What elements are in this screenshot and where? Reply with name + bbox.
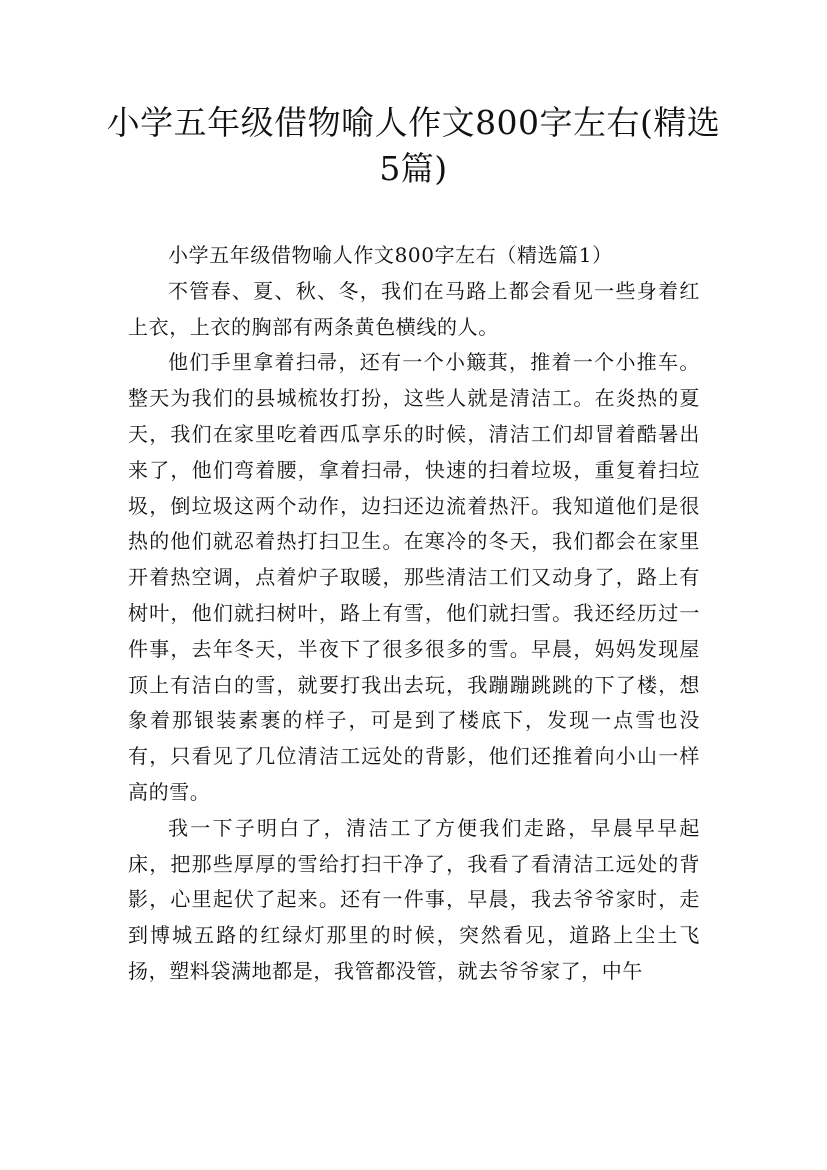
section-subtitle: 小学五年级借物喻人作文800字左右（精选篇1） xyxy=(168,243,613,267)
paragraph: 我一下子明白了，清洁工了方便我们走路，早晨早早起床，把那些厚厚的雪给打扫干净了，我看了看清洁工远处的背影，心里起伏了起来。还有一件事，早晨，我去爷爷家时，走到博城五路的红绿灯那里的时候，突然看见，道路上尘土飞扬，塑料袋满地都是，我管都没管，就去爷爷家了，中午 xyxy=(128,815,700,983)
paragraph: 不管春、夏、秋、冬，我们在马路上都会看见一些身着红上衣，上衣的胸部有两条黄色横线的人。 xyxy=(128,278,700,339)
document-body xyxy=(128,238,700,990)
paragraph: 他们手里拿着扫帚，还有一个小簸萁，推着一个小推车。整天为我们的县城梳妆打扮，这些人就是清洁工。在炎热的夏天，我们在家里吃着西瓜享乐的时候，清洁工们却冒着酷暑出来了，他们弯着腰，拿着扫帚，快速的扫着垃圾，重复着扫垃圾，倒垃圾这两个动作，边扫还边流着热汗。我知道他们是很热的他们就忍着热打扫卫生。在寒冷的冬天，我们都会在家里开着热空调，点着炉子取暖，那些清洁工们又动身了，路上有树叶，他们就扫树叶，路上有雪，他们就扫雪。我还经历过一件事，去年冬天，半夜下了很多很多的雪。早晨，妈妈发现屋顶上有洁白的雪，就要打我出去玩，我蹦蹦跳跳的下了楼，想象着那银装素裹的样子，可是到了楼底下，发现一点雪也没有，只看见了几位清洁工远处的背影，他们还推着向小山一样高的雪。 xyxy=(128,350,700,804)
document-title: 小学五年级借物喻人作文800字左右(精选5篇) xyxy=(106,103,721,188)
